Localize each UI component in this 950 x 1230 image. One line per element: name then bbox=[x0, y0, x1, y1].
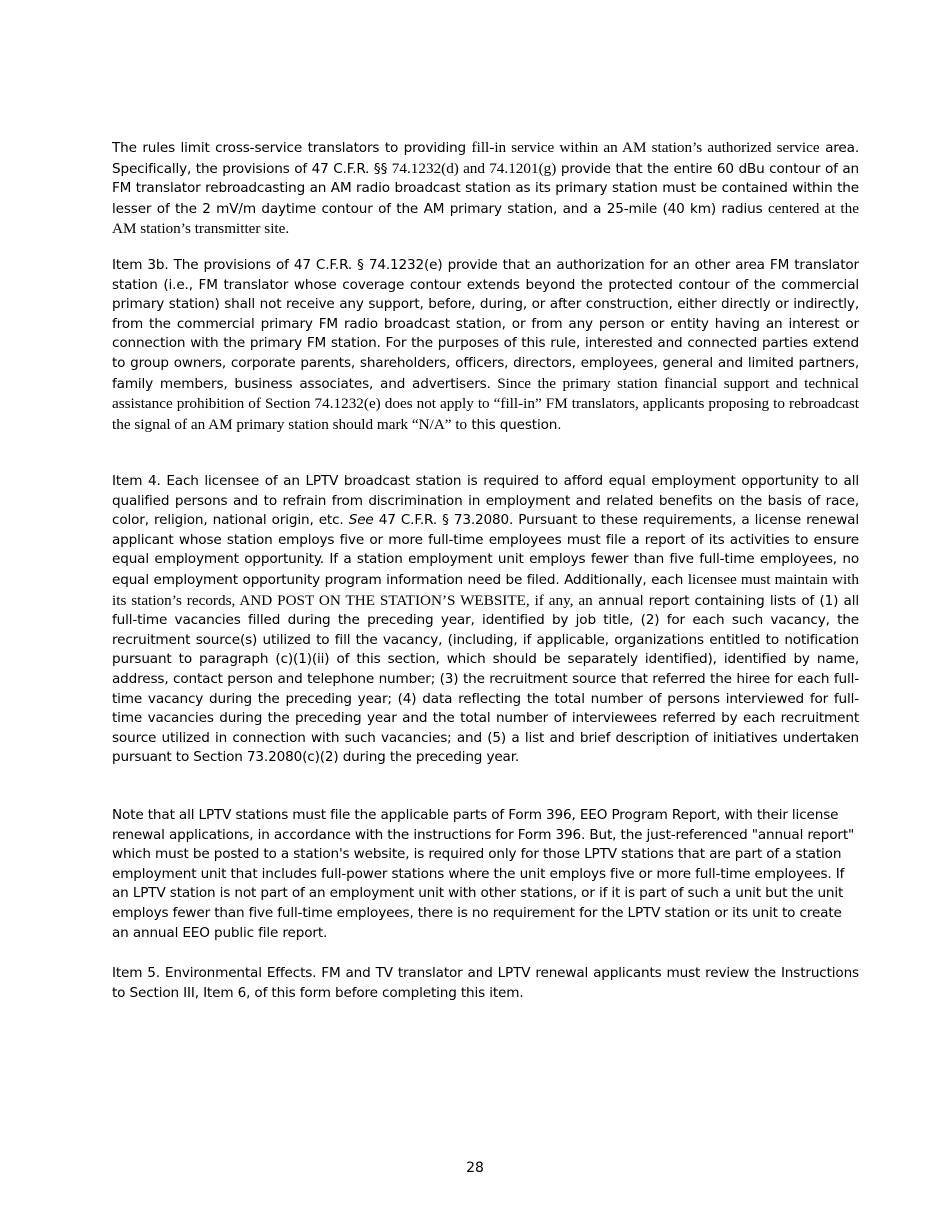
text-run: 74.1232(d) and 74.1201(g) bbox=[391, 159, 557, 177]
text-run: Note that all LPTV stations must file the applicable parts of Form 396, EEO Program Report, with their license renewal applications, in accordance with the instructions for Form 396. But, the just-referenced "annual report" which must be posted to a station's website, is required only for those LPTV stations that are part of a station employment unit that includes full-power stations where the unit employs five or more full-time employees. If an LPTV station is not part of an employment unit with other stations, or if it is part of such a unit but the unit employs fewer than five full-time employees, there is no requirement for the LPTV station or its unit to create an annual EEO public file report. bbox=[112, 807, 855, 941]
page-number: 28 bbox=[466, 1160, 484, 1176]
paragraph-item-3b bbox=[112, 256, 859, 435]
text-run: licensee must maintain with its station’s records, AND POST ON THE STATION’S WEBSITE, if any, an bbox=[112, 570, 859, 609]
text-run: fill-in service within an AM station’s authorized service bbox=[471, 139, 820, 156]
paragraph-lptv-note bbox=[112, 806, 859, 943]
text-run: The rules limit cross-service translators to providing bbox=[112, 140, 472, 156]
text-run: Item 5. Environmental Effects. FM and TV translator and LPTV renewal applicants must review the Instructions to Section III, Item 6, of this form before completing this item. bbox=[112, 965, 859, 1001]
text-run: Item 4. Each licensee of an LPTV broadcast station is required to afford equal employment opportunity to all qualified persons and to refrain from discrimination in employment and related benefits on the basis of race, color, religion, national origin, etc. bbox=[112, 473, 859, 529]
paragraph-item-4 bbox=[112, 472, 859, 768]
text-run: annual report containing lists of (1) all full-time vacancies filled during the preceding year, identified by job title, (2) for each such vacancy, the recruitment source(s) utilized to fill the vacancy, (including, if applicable, organizations entitled to notification pursuant to paragraph (c)(1)(ii) of this section, which should be separately identified), identified by name, address, contact person and telephone number; (3) the recruitment source that referred the hiree for each full-time vacancy during the preceding year; (4) data reflecting the total number of persons interviewed for full-time vacancies during the preceding year and the total number of interviewees referred by each recruitment source utilized in connection with such vacancies; and (5) a list and brief description of initiatives undertaken pursuant to Section 73.2080(c)(2) during the preceding year. bbox=[112, 592, 859, 766]
text-run: this question. bbox=[467, 416, 562, 433]
text-run: provide that the entire 60 dBu contour of an FM translator rebroadcasting an AM radio broadcast station as its primary station must be contained within the lesser of the 2 mV/m daytime contour of the AM primary station, and a 25-mile (40 km) radius bbox=[112, 160, 859, 217]
text-run: area. Specifically, the provisions of 47 C.F.R. §§ bbox=[112, 140, 859, 177]
paragraph-item-5 bbox=[112, 964, 859, 1003]
paragraph-cross-service-translators bbox=[112, 138, 859, 240]
text-run: Since the primary station financial support and technical assistance prohibition of Section 74.1232(e) does not apply to “fill-in” FM translators, applicants proposing to rebroadcast the signal of an AM primary station should mark “N/A” to bbox=[112, 374, 859, 433]
text-run: Item 3b. The provisions of 47 C.F.R. § 74.1232(e) provide that an authorization for an other area FM translator station (i.e., FM translator whose coverage contour extends beyond the protected contour of the commercial primary station) shall not receive any support, before, during, or after construction, either directly or indirectly, from the commercial primary FM radio broadcast station, or from any person or entity having an interest or connection with the primary FM station. For the purposes of this rule, interested and connected parties extend to group owners, corporate parents, shareholders, officers, directors, employees, general and limited partners, family members, business associates, and advertisers. bbox=[112, 257, 859, 392]
text-run-italic: See bbox=[348, 512, 374, 529]
text-run: centered at the AM station’s transmitter site. bbox=[112, 199, 859, 238]
text-run: 47 C.F.R. § 73.2080. Pursuant to these requirements, a license renewal applicant whose station employs five or more full-time employees must file a report of its activities to ensure equal employment opportunity. If a station employment unit employs fewer than five full-time employees, no equal employment opportunity program information need be filed. Additionally, each bbox=[112, 512, 859, 588]
